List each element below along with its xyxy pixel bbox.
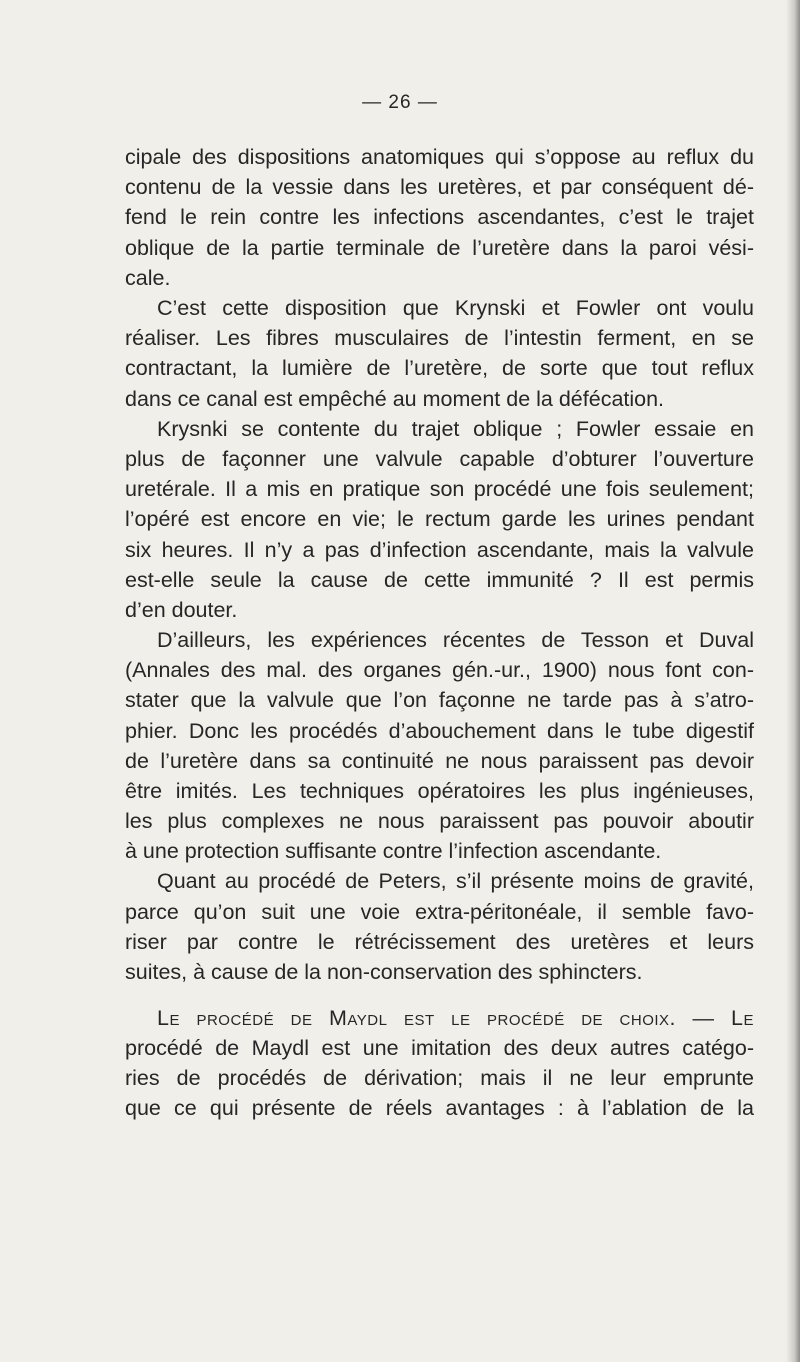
- text-line: l’opéré est encore en vie; le rectum garde les urines pendant: [125, 507, 754, 531]
- text-line: contenu de la vessie dans les uretères, et par conséquent dé-: [125, 175, 754, 199]
- text-line: stater que la valvule que l’on façonne ne tarde pas à s’atro-: [125, 688, 754, 712]
- text-line: suites, à cause de la non-conservation des sphincters.: [125, 960, 643, 984]
- text-line: dans ce canal est empêché au moment de la défécation.: [125, 387, 665, 411]
- text-line: que ce qui présente de réels avantages : à l’ablation de la: [125, 1096, 754, 1120]
- paragraph-first-line: C’est cette disposition que Krynski et Fowler ont voulu: [157, 296, 754, 320]
- text-line: phier. Donc les procédés d’abouchement dans le tube digestif: [125, 719, 754, 743]
- text-line: uretérale. Il a mis en pratique son procédé une fois seulement;: [125, 477, 754, 501]
- text-line: cale.: [125, 266, 171, 290]
- text-line: cipale des dispositions anatomiques qui s’oppose au reflux du: [125, 145, 754, 169]
- text-line: riser par contre le rétrécissement des uretères et leurs: [125, 930, 754, 954]
- text-line: réaliser. Les fibres musculaires de l’intestin ferment, en se: [125, 326, 754, 350]
- text-line: fend le rein contre les infections ascendantes, c’est le trajet: [125, 205, 754, 229]
- text-line: d’en douter.: [125, 598, 238, 622]
- text-line: plus de façonner une valvule capable d’obturer l’ouverture: [125, 447, 754, 471]
- text-line: à une protection suffisante contre l’infection ascendante.: [125, 839, 662, 863]
- text-line: six heures. Il n’y a pas d’infection ascendante, mais la valvule: [125, 538, 754, 562]
- text-line: de l’uretère dans sa continuité ne nous paraissent pas devoir: [125, 749, 754, 773]
- paragraph-first-line: D’ailleurs, les expériences récentes de Tesson et Duval: [157, 628, 754, 652]
- text-line: est-elle seule la cause de cette immunité ? Il est permis: [125, 568, 754, 592]
- paragraph-first-line: Quant au procédé de Peters, s’il présente moins de gravité,: [157, 869, 754, 893]
- text-line: ries de procédés de dérivation; mais il ne leur emprunte: [125, 1066, 754, 1090]
- page-number: — 26 —: [362, 92, 438, 113]
- text-line: parce qu’on suit une voie extra-péritonéale, il semble favo-: [125, 900, 754, 924]
- page-edge-shadow: [786, 0, 800, 1362]
- text-line: être imités. Les techniques opératoires les plus ingénieuses,: [125, 779, 754, 803]
- text-line: les plus complexes ne nous paraissent pas pouvoir aboutir: [125, 809, 754, 833]
- text-line: contractant, la lumière de l’uretère, de sorte que tout reflux: [125, 356, 754, 380]
- text-line: oblique de la partie terminale de l’uretère dans la paroi vési-: [125, 236, 754, 260]
- paragraph-first-line: Krysnki se contente du trajet oblique ; Fowler essaie en: [157, 417, 754, 441]
- text-line: procédé de Maydl est une imitation des deux autres catégo-: [125, 1036, 754, 1060]
- citation-line: (Annales des mal. des organes gén.-ur., 1900) nous font con-: [125, 658, 754, 682]
- section-heading-line: Le procédé de Maydl est le procédé de choix. — Le: [157, 1006, 754, 1030]
